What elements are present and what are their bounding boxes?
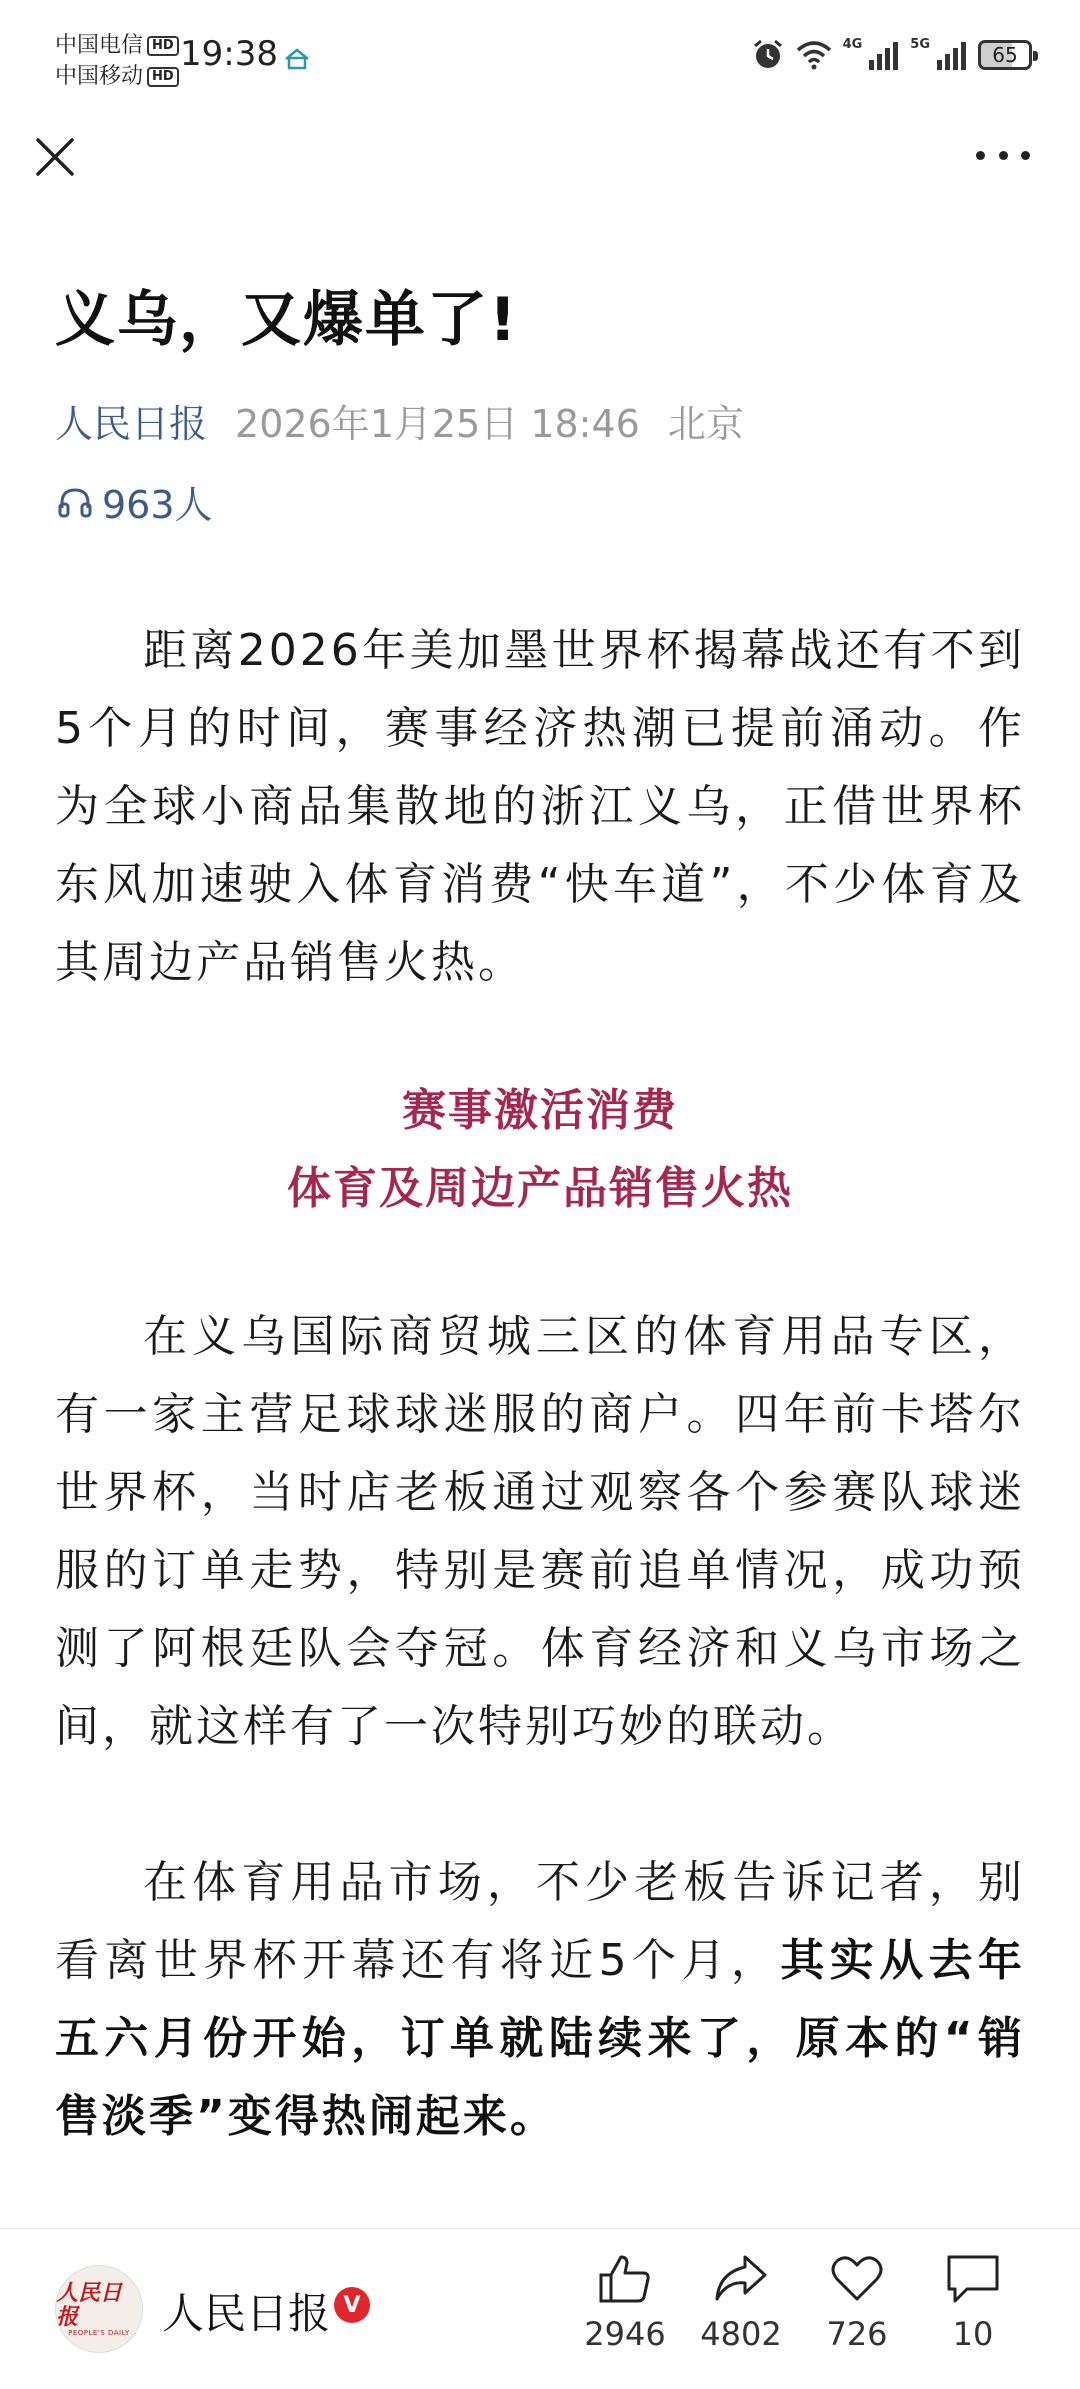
verified-badge: V: [334, 2287, 370, 2323]
paragraph-3: [55, 1844, 1025, 2156]
more-dot-icon: [999, 151, 1008, 160]
author-name[interactable]: 人民日报: [162, 2289, 331, 2338]
listen-button[interactable]: [58, 474, 213, 529]
article-body: [55, 612, 1025, 2156]
bottom-action-bar: [0, 2228, 1080, 2389]
signal-1-label: 4G: [842, 37, 863, 52]
paragraph-3-bold-text: 其实从去年五六月份开始，订单就陆续来了，原本的“销售淡季”变得热闹起来。: [55, 1935, 1025, 2142]
source-link[interactable]: 人民日报: [55, 402, 208, 446]
status-bar: [0, 0, 1080, 120]
battery-icon: [978, 40, 1032, 70]
thumbs-up-icon: [597, 2253, 653, 2305]
headphones-icon: [58, 486, 92, 518]
author-avatar[interactable]: [55, 2265, 143, 2353]
paragraph-2: 在义乌国际商贸城三区的体育用品专区，有一家主营足球球迷服的商户。四年前卡塔尔世界杯，当时店老板通过观察各个参赛队球迷服的订单走势，特别是赛前追单情况，成功预测了阿根廷队会夺冠。体育经济和义乌市场之间，就这样有了一次特别巧妙的联动。: [55, 1311, 1025, 1752]
signal-1-icon: [868, 40, 900, 70]
carrier-info: [55, 30, 179, 92]
signal-2-label: 5G: [910, 37, 930, 52]
more-options-button[interactable]: [976, 138, 1030, 172]
hd-badge: HD: [147, 67, 179, 87]
wifi-icon: [795, 40, 833, 70]
publish-datetime: 2026年1月25日 18:46: [235, 402, 640, 446]
article-title: 义乌，又爆单了!: [55, 285, 519, 355]
comment-button[interactable]: [918, 2253, 1028, 2353]
section-heading: [55, 1072, 1025, 1228]
avatar-logo-text: 人民日报: [56, 2280, 123, 2330]
heart-icon: [829, 2253, 885, 2305]
like-button[interactable]: [570, 2253, 680, 2353]
carrier-1: 中国电信: [55, 33, 144, 58]
listener-count: 963人: [102, 483, 213, 527]
share-button[interactable]: [686, 2253, 796, 2353]
article-meta: [55, 393, 744, 448]
share-count: 4802: [700, 2315, 782, 2353]
publish-location: 北京: [667, 402, 744, 446]
paragraph-3-text: 在体育用品市场，不少老板告诉记者，别看离世界杯开幕还有将近5个月，: [55, 1857, 1025, 1986]
clock: 19:38: [180, 34, 278, 74]
comment-count: 10: [952, 2315, 994, 2353]
alarm-icon: [751, 38, 785, 72]
close-icon: [30, 132, 80, 182]
battery-level: 65: [992, 43, 1018, 67]
like-count: 2946: [584, 2315, 666, 2353]
signal-2-icon: [936, 40, 968, 70]
more-dot-icon: [1021, 151, 1030, 160]
close-button[interactable]: [30, 132, 80, 182]
paragraph-1: 距离2026年美加墨世界杯揭幕战还有不到5个月的时间，赛事经济热潮已提前涌动。作为全球小商品集散地的浙江义乌，正借世界杯东风加速驶入体育消费“快车道”，不少体育及其周边产品销售火热。: [55, 625, 1025, 988]
hd-badge: HD: [147, 36, 179, 56]
avatar-logo-en: PEOPLE'S DAILY: [68, 2329, 130, 2337]
more-dot-icon: [976, 151, 985, 160]
home-wifi-icon: [284, 48, 310, 70]
carrier-2: 中国移动: [55, 64, 144, 89]
section-heading-line-2: 体育及周边产品销售火热: [287, 1163, 793, 1214]
comment-icon: [945, 2253, 1001, 2305]
favorite-count: 726: [826, 2315, 888, 2353]
favorite-button[interactable]: [802, 2253, 912, 2353]
system-icons: [751, 38, 1032, 72]
share-icon: [713, 2253, 769, 2305]
section-heading-line-1: 赛事激活消费: [402, 1085, 678, 1136]
